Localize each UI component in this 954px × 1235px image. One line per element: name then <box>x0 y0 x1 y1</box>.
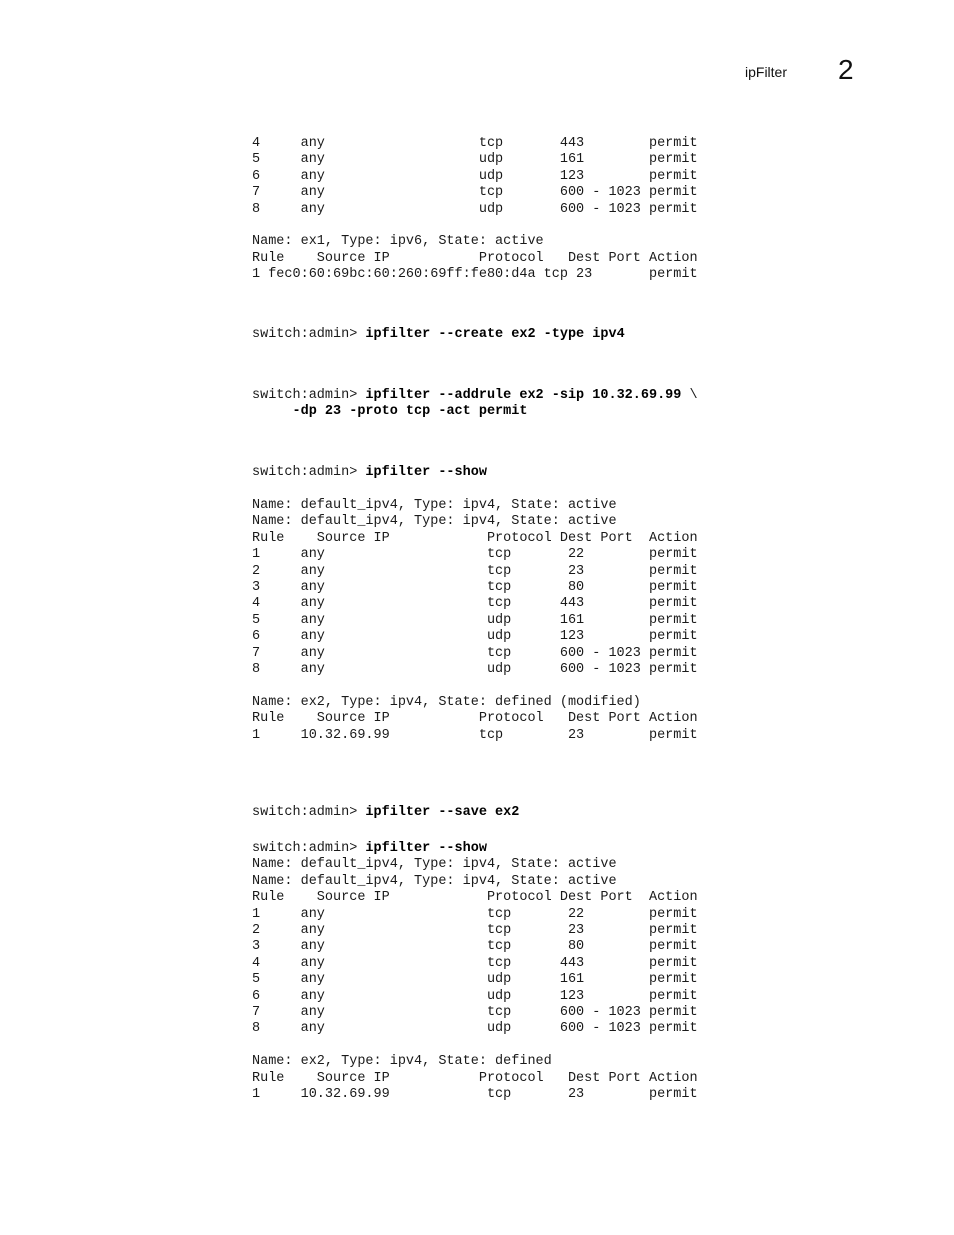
show-command: ipfilter --show <box>365 465 487 480</box>
create-command: ipfilter --create ex2 -type ipv4 <box>365 327 625 342</box>
show-command-example <box>252 465 487 481</box>
running-header-title: ipFilter <box>745 64 788 80</box>
command-prompt: switch:admin> <box>252 388 366 403</box>
command-prompt: switch:admin> <box>252 327 366 342</box>
show-command: ipfilter --show <box>365 841 487 856</box>
show-output-before-save: Name: default_ipv4, Type: ipv4, State: active Name: default_ipv4, Type: ipv4, State: active Rule Source IP Protocol Dest Port Action 1 any tcp 22 permit 2 any tcp 23 permit 3 any tcp 80 permit 4 any tcp 443 permit 5 any udp 161 permit 6 any udp 123 permit 7 any tcp 600 - 1023 permit 8 any udp 600 - 1023 permit Name: ex2, Type: ipv4, State: defined (modified) Rule Source IP Protocol Dest Port Action 1 10.32.69.99 tcp 23 permit <box>252 498 698 743</box>
show-output-text: Name: default_ipv4, Type: ipv4, State: active Name: default_ipv4, Type: ipv4, State: active Rule Source IP Protocol Dest Port Action 1 any tcp 22 permit 2 any tcp 23 permit 3 any tcp 80 permit 4 any tcp 443 permit 5 any udp 161 permit 6 any udp 123 permit 7 any tcp 600 - 1023 permit 8 any udp 600 - 1023 permit Name: ex2, Type: ipv4, State: defined Rule Source IP Protocol Dest Port Action 1 10.32.69.99 tcp 23 permit <box>252 857 698 1103</box>
save-command: ipfilter --save ex2 <box>365 805 520 820</box>
command-prompt: switch:admin> <box>252 465 366 480</box>
addrule-command-line-1: ipfilter --addrule ex2 -sip 10.32.69.99 <box>365 388 682 403</box>
previous-show-output: 4 any tcp 443 permit 5 any udp 161 permit 6 any udp 123 permit 7 any tcp 600 - 1023 permit 8 any udp 600 - 1023 permit Name: ex1, Type: ipv6, State: active Rule Source IP Protocol Dest Port Action 1 fec0:60:69bc:60:260:69ff:fe80:d4a tcp 23 permit <box>252 136 698 283</box>
save-command-example <box>252 805 519 821</box>
show-output-after-save <box>252 841 698 1104</box>
addrule-command-line-2: -dp 23 -proto tcp -act permit <box>292 404 528 420</box>
create-command-example <box>252 327 625 343</box>
continuation-indent <box>252 404 293 419</box>
addrule-command-example <box>252 388 698 421</box>
command-prompt: switch:admin> <box>252 805 366 820</box>
line-continuation: \ <box>681 388 698 403</box>
chapter-number: 2 <box>838 54 854 85</box>
command-prompt: switch:admin> <box>252 841 366 856</box>
